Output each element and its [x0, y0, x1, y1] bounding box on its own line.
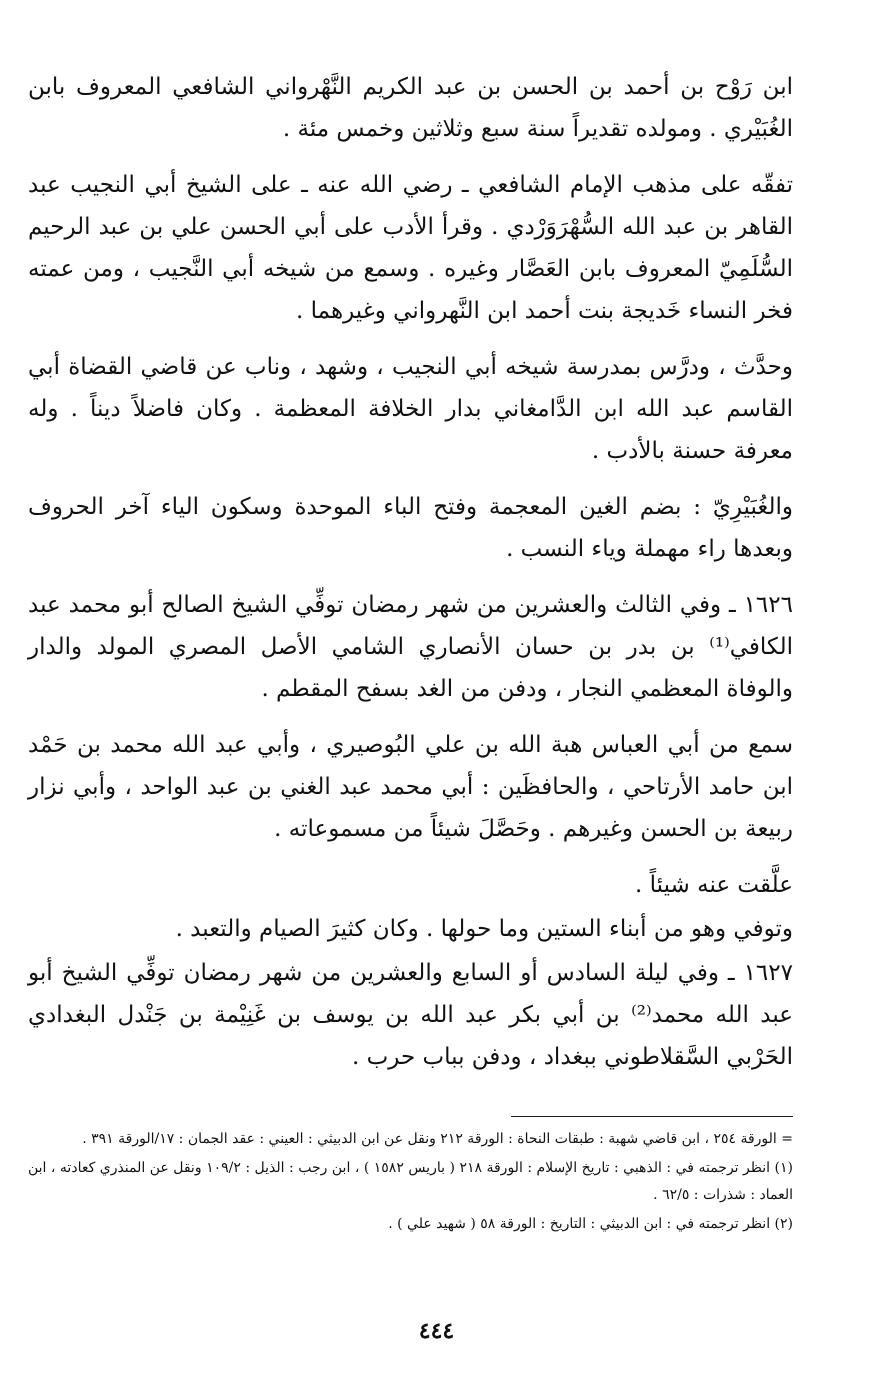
main-text: [28, 66, 793, 1092]
page-number: ٤٤٤: [418, 1318, 455, 1344]
paragraph-3: وحدَّث ، ودرَّس بمدرسة شيخه أبي النجيب ، وشهد ، وناب عن قاضي القضاة أبي القاسم عبد الله ابن الدَّامغاني بدار الخلافة المعظمة . وكان فاضلاً ديناً . وله معرفة حسنة بالأدب .: [28, 354, 793, 464]
entry-1627: ١٦٢٧ ـ وفي ليلة السادس أو السابع والعشرين من شهر رمضان توفِّي الشيخ أبو عبد الله محمد⁽²⁾ بن أبي بكر عبد الله بن يوسف بن غَنِيْمة بن جَنْدل البغدادي الحَرْبي السَّقلاطوني ببغداد ، ودفن بباب حرب .: [28, 960, 794, 1070]
paragraph-4: والغُبَيْرِيّ : بضم الغين المعجمة وفتح الباء الموحدة وسكون الياء آخر الحروف وبعدها راء مهملة وياء النسب .: [28, 494, 793, 562]
footnote-1: (١) انظر ترجمته في : الذهبي : تاريخ الإسلام : الورقة ٢١٨ ( باريس ١٥٨٢ ) ، ابن رجب : الذيل : ١٠٩/٢ ونقل عن المنذري كعادته ، ابن العماد : شذرات : ٦٢/٥ .: [28, 1160, 793, 1203]
entry-1626: ١٦٢٦ ـ وفي الثالث والعشرين من شهر رمضان توفِّي الشيخ الصالح أبو محمد عبد الكافي⁽¹⁾ بن بدر بن حسان الأنصاري الشامي الأصل المصري المولد والدار والوفاة المعظمي النجار ، ودفن من الغد بسفح المقطم .: [28, 592, 793, 702]
paragraph-8: وتوفي وهو من أبناء الستين وما حولها . وكان كثيرَ الصيام والتعبد .: [175, 916, 793, 942]
footnote-divider: [511, 1116, 793, 1117]
footnote-2: (٢) انظر ترجمته في : ابن الدبيثي : التاريخ : الورقة ٥٨ ( شهيد علي ) .: [388, 1216, 793, 1232]
paragraph-7: علَّقت عنه شيئاً .: [635, 872, 793, 898]
footnote-continuation: = الورقة ٢٥٤ ، ابن قاضي شهبة : طبقات النحاة : الورقة ٢١٢ ونقل عن ابن الدبيثي : العيني : عقد الجمان : ١٧/الورقة ٣٩١ .: [82, 1131, 793, 1147]
paragraph-2: تفقّه على مذهب الإمام الشافعي ـ رضي الله عنه ـ على الشيخ أبي النجيب عبد القاهر بن عبد الله السُّهْرَوَرْدي . وقرأ الأدب على أبي الحسن علي بن عبد الرحيم السُّلَمِيّ المعروف بابن العَصَّار وغيره . وسمع من شيخه أبي النَّجيب ، ومن عمته فخر النساء خَديجة بنت أحمد ابن النَّهرواني وغيرهما .: [28, 172, 793, 324]
paragraph-6: سمع من أبي العباس هبة الله بن علي البُوصيري ، وأبي عبد الله محمد بن حَمْد ابن حامد الأرتاحي ، والحافظَين : أبي محمد عبد الغني بن عبد الواحد ، وأبي نزار ربيعة بن الحسن وغيرهم . وحَصَّلَ شيئاً من مسموعاته .: [28, 732, 793, 842]
paragraph-1: ابن رَوْح بن أحمد بن الحسن بن عبد الكريم النَّهْرواني الشافعي المعروف بابن الغُبَيْري . ومولده تقديراً سنة سبع وثلاثين وخمس مئة .: [28, 74, 793, 142]
footnotes: [28, 1126, 793, 1240]
